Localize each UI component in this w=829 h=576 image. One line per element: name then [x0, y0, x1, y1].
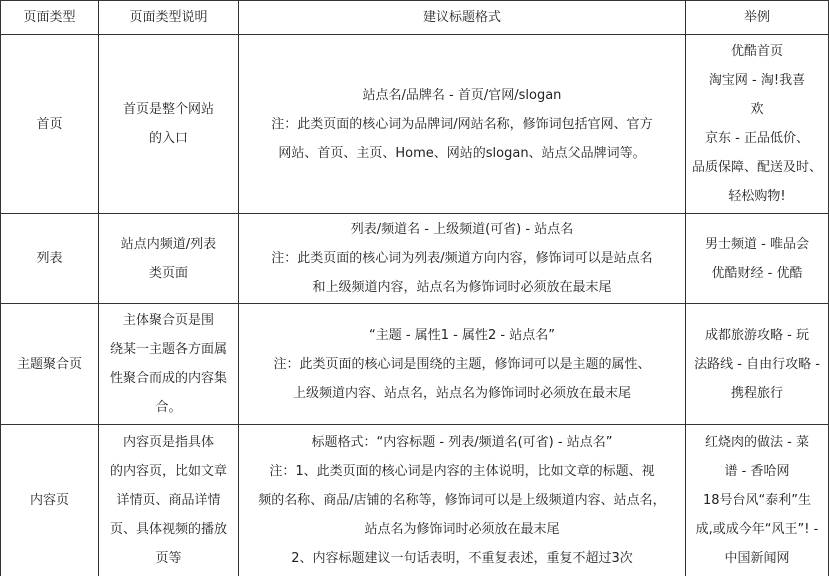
table-row-example: 优酷首页 淘宝网 - 淘!我喜 欢 京东 - 正品低价、 品质保障、配送及时、 轻松购物! — [691, 44, 822, 204]
table-row-format: “主题 - 属性1 - 属性2 - 站点名” 注：此类页面的核心词是围绕的主题，修饰词可以是主题的属性、 上级频道内容、站点名，站点名为修饰词时必须放在最末尾 — [273, 327, 651, 401]
table-row-example: 红烧肉的做法 - 菜 谱 - 香哈网 18号台风“泰利”生 成,或成今年“风王”! - 中国新闻网 — [695, 435, 819, 566]
table-row-desc: 主体聚合页是围 绕某一主题各方面属 性聚合而成的内容集 合。 — [109, 313, 227, 415]
table-row-format: 站点名/品牌名 - 首页/官网/slogan 注：此类页面的核心词为品牌词/网站名称，修饰词包括官网、官方 网站、首页、主页、Home、网站的slogan、站点父品牌词等。 — [271, 87, 653, 161]
header-title-format: 建议标题格式 — [422, 9, 501, 25]
table-row-type: 主题聚合页 — [16, 356, 82, 372]
table-row-example: 男士频道 - 唯品会 优酷财经 - 优酷 — [705, 236, 809, 281]
table-row-type: 内容页 — [29, 493, 69, 508]
table-row-type: 列表 — [36, 251, 63, 266]
header-page-type: 页面类型 — [23, 9, 76, 25]
table-row-type: 首页 — [36, 116, 63, 132]
table-row-desc: 首页是整个网站 的入口 — [122, 102, 214, 146]
table-row-desc: 内容页是指具体 的内容页，比如文章 详情页、商品详情 页、具体视频的播放 页等 — [109, 435, 227, 566]
header-example: 举例 — [743, 9, 770, 25]
table-row-desc: 站点内频道/列表 类页面 — [120, 236, 217, 281]
header-page-type-desc: 页面类型说明 — [129, 9, 208, 25]
table-row-format: 列表/频道名 - 上级频道(可省) - 站点名 注：此类页面的核心词为列表/频道方向内容，修饰词可以是站点名 和上级频道内容，站点名为修饰词时必须放在最末尾 — [271, 222, 653, 295]
table-row-format: 标题格式：“内容标题 - 列表/频道名(可省) - 站点名” 注：1、此类页面的核心词是内容的主体说明，比如文章的标题、视 频的名称、商品/店铺的名称等，修饰词可以是上级频道内容、站点名， 站点名为修饰词时必须放在最末尾 2、内容标题建议一句话表明，不重复表述，重复不超过3次 — [258, 435, 666, 566]
table-row-example: 成都旅游攻略 - 玩 法路线 - 自由行攻略 - 携程旅行 — [694, 327, 820, 401]
